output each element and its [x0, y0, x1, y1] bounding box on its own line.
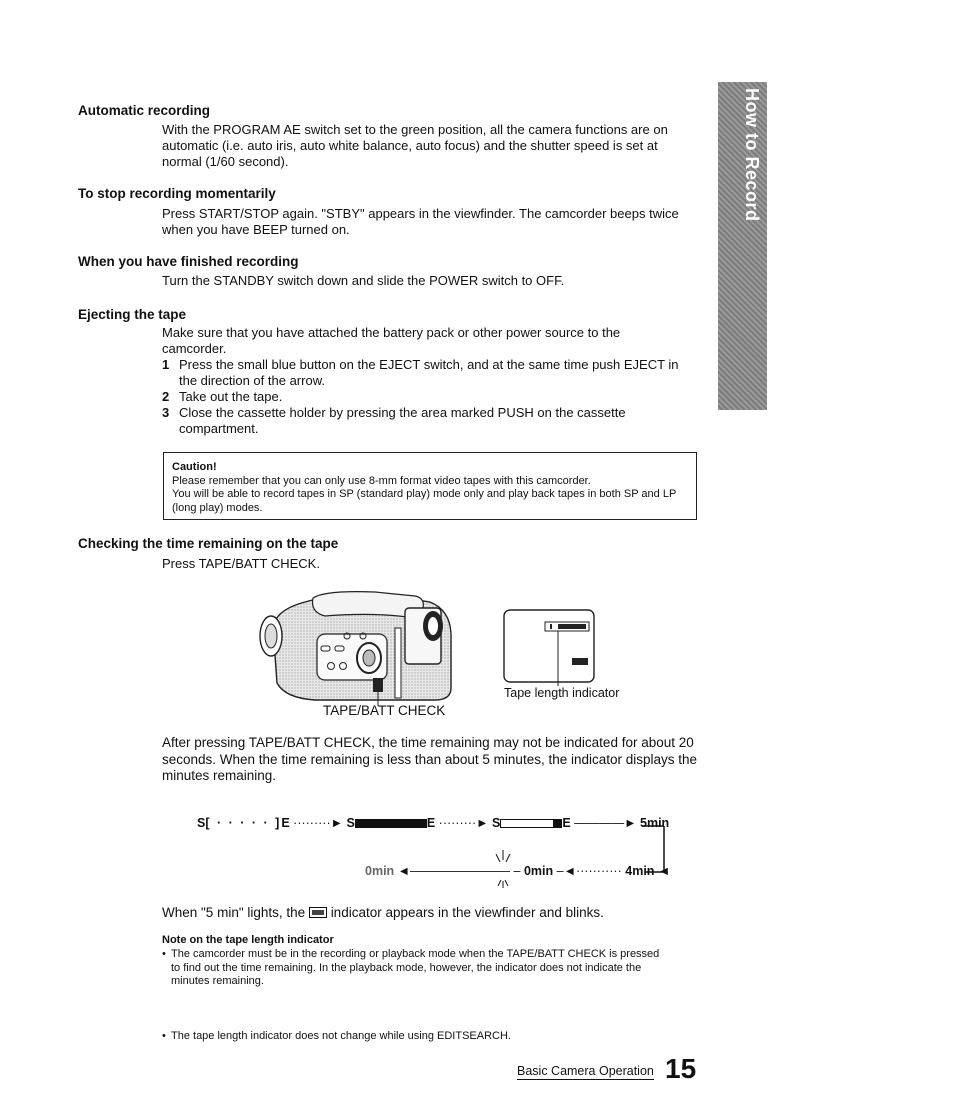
step-number: 2 [162, 389, 170, 404]
eject-step [162, 389, 698, 405]
step-text: Close the cassette holder by pressing the area marked PUSH on the cassette compartment. [179, 405, 626, 436]
caution-box [163, 452, 697, 520]
sequence-row-top [197, 816, 669, 830]
seq-s-label: S [197, 816, 206, 830]
camcorder-illustration [255, 588, 460, 706]
footer-section: Basic Camera Operation [517, 1064, 654, 1078]
heading-finished-recording: When you have finished recording [78, 254, 299, 269]
seq-s-label: S [491, 816, 501, 830]
seq-0min: 0min [523, 864, 554, 878]
caution-line-2: You will be able to record tapes in SP (standard play) mode only and play back tapes in both SP and LP (long play) modes. [172, 488, 677, 514]
page-number: 15 [665, 1053, 697, 1084]
seq-e-label: E [562, 816, 571, 830]
step-text: Take out the tape. [179, 389, 283, 404]
automatic-recording-body: With the PROGRAM AE switch set to the green position, all the camera functions are on automatic (i.e. auto iris, auto white balance, auto focus) and the shutter speed is set at normal (1/60 second). [162, 122, 668, 169]
seq-blink-empty: [ · · · · · ] [205, 816, 282, 830]
tape-end-icon [309, 907, 327, 918]
camera-label: TAPE/BATT CHECK [323, 703, 446, 718]
heading-checking-time: Checking the time remaining on the tape [78, 536, 339, 551]
heading-automatic-recording: Automatic recording [78, 103, 211, 118]
seq-dash: – [513, 864, 521, 878]
seq-0min-blinking: 0min [365, 864, 395, 878]
eject-step [162, 405, 659, 437]
note-item: • The camcorder must be in the recording or playback mode when the TAPE/BATT CHECK is pressed to find out the time remaining. In the playback mode, however, the indicator does not indicate the minutes remaining. [162, 948, 671, 989]
blink-text-after: indicator appears in the viewfinder and blinks. [330, 905, 604, 920]
seq-arrow-1: ·········► [293, 816, 343, 830]
seq-arrow-6: ◄ [657, 864, 671, 878]
caution-title: Caution! [172, 461, 217, 473]
stop-recording-body: Press START/STOP again. "STBY" appears in the viewfinder. The camcorder beeps twice when you have BEEP turned on. [162, 206, 679, 237]
step-number: 1 [162, 357, 170, 372]
seq-5min: 5min [640, 816, 670, 830]
blink-rays-icon [488, 846, 518, 890]
seq-arrow-3: ————► [574, 816, 637, 830]
step-number: 3 [162, 405, 170, 420]
side-tab-label: How to Record [742, 88, 762, 222]
finished-recording-body: Turn the STANDBY switch down and slide the POWER switch to OFF. [162, 273, 565, 288]
indicator-label: Tape length indicator [504, 686, 620, 700]
seq-bar-full [355, 819, 427, 828]
caution-line-1: Please remember that you can only use 8-mm format video tapes with this camcorder. [172, 475, 591, 487]
note-title: Note on the tape length indicator [162, 934, 334, 946]
heading-stop-recording: To stop recording momentarily [78, 186, 276, 201]
blink-text [162, 905, 604, 921]
eject-steps [162, 357, 698, 437]
note-item: • The tape length indicator does not change while using EDITSEARCH. [162, 1030, 671, 1044]
seq-e-label: E [426, 816, 436, 830]
checking-body: Press TAPE/BATT CHECK. [162, 556, 320, 571]
seq-s-label: S [346, 816, 355, 830]
heading-ejecting-tape: Ejecting the tape [78, 307, 187, 322]
seq-arrow-4: ◄———————— [397, 864, 511, 878]
seq-bar-low [500, 819, 562, 828]
seq-4min: 4min [625, 864, 655, 878]
step-text: Press the small blue button on the EJECT switch, and at the same time push EJECT in the direction of the arrow. [179, 357, 679, 388]
ejecting-intro: Make sure that you have attached the battery pack or other power source to the camcorder. [162, 325, 621, 356]
seq-e-label: E [281, 816, 290, 830]
eject-step [162, 357, 698, 389]
blink-text-before: When "5 min" lights, the [162, 905, 306, 920]
viewfinder-illustration [498, 604, 598, 686]
side-tab [718, 82, 767, 410]
after-check-text: After pressing TAPE/BATT CHECK, the time remaining may not be indicated for about 20 seconds. When the time remaining is less than about 5 minutes, the indicator displays the minutes remaining. [162, 735, 698, 783]
seq-arrow-2: ·········► [438, 816, 489, 830]
seq-arrow-5: –◄··········· [556, 864, 622, 878]
